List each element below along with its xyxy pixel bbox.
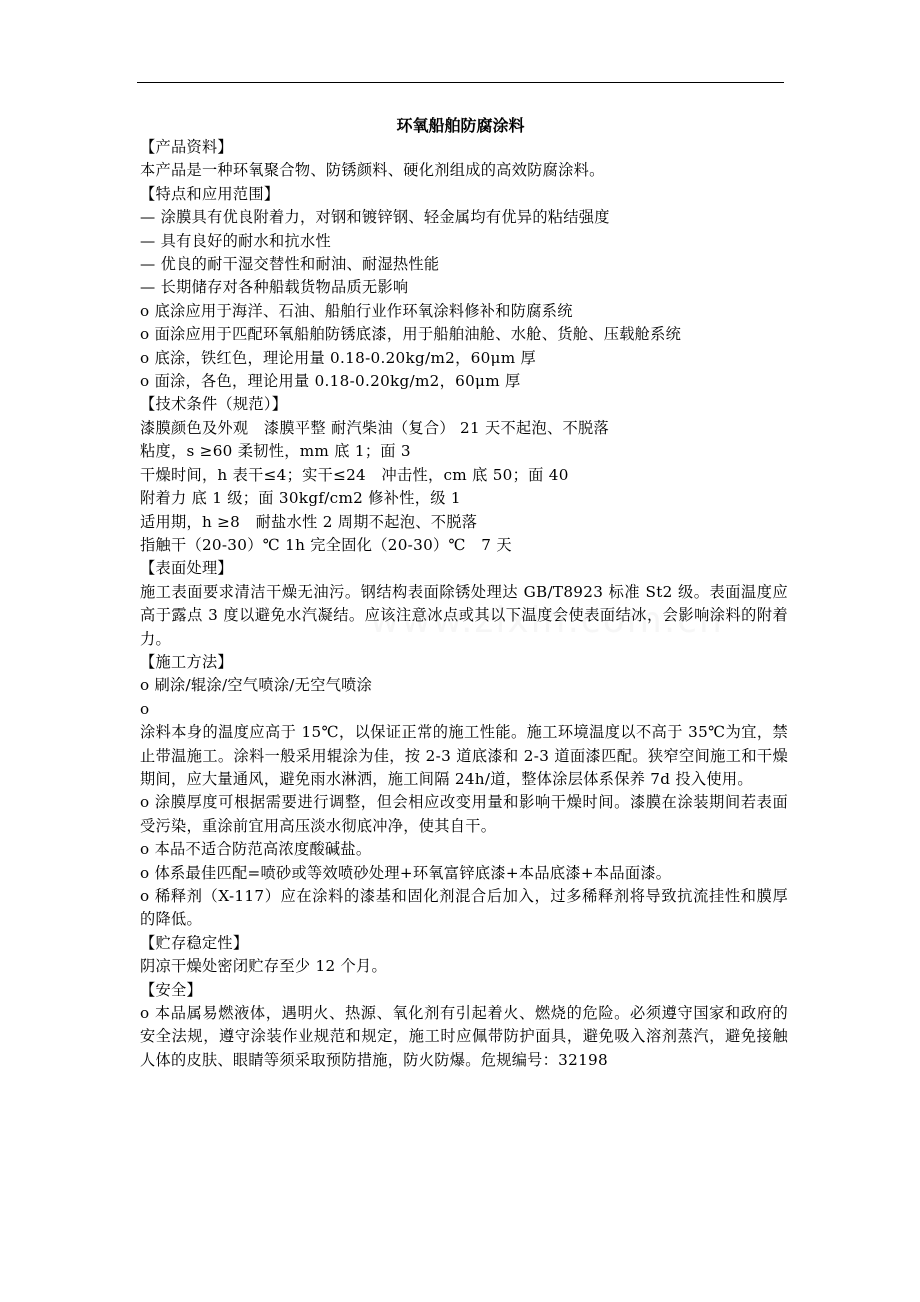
storage-text: 阴凉干燥处密闭贮存至少 12 个月。 — [140, 957, 388, 976]
method-paragraph: o 稀释剂（X-117）应在涂料的漆基和固化剂混合后加入，过多稀释剂将导致抗流挂性和膜厚的降低。 — [140, 887, 788, 929]
method-item: o 刷涂/辊涂/空气喷涂/无空气喷涂 — [140, 676, 373, 695]
spec-line: 指触干（20-30）℃ 1h 完全固化（20-30）℃ 7 天 — [140, 535, 512, 554]
product-description: 本产品是一种环氧聚合物、防锈颜料、硬化剂组成的高效防腐涂料。 — [140, 161, 605, 180]
feature-item: — 涂膜具有优良附着力，对钢和镀锌钢、轻金属均有优异的粘结强度 — [140, 208, 610, 227]
surface-treatment-text: 施工表面要求清洁干燥无油污。钢结构表面除锈处理达 GB/T8923 标准 St2 级。表面温度应高于露点 3 度以避免水汽凝结。应该注意冰点或其以下温度会使表面结冰，会影响涂料的附着力。 — [140, 582, 788, 648]
heading-surface-treatment: 【表面处理】 — [140, 559, 233, 578]
method-item: o 体系最佳匹配=喷砂或等效喷砂处理+环氧富锌底漆+本品底漆+本品面漆。 — [140, 863, 672, 882]
spec-line: 附着力 底 1 级；面 30kgf/cm2 修补性，级 1 — [140, 489, 461, 508]
method-paragraph: o 涂膜厚度可根据需要进行调整，但会相应改变用量和影响干燥时间。漆膜在涂装期间若表面受污染，重涂前宜用高压淡水彻底冲净，使其自干。 — [140, 793, 788, 835]
spec-line: 粘度，s ≥60 柔韧性，mm 底 1；面 3 — [140, 442, 411, 461]
heading-safety: 【安全】 — [140, 980, 202, 999]
document-title: 环氧船舶防腐涂料 — [396, 116, 525, 135]
safety-text: o 本品属易燃液体，遇明火、热源、氧化剂有引起着火、燃烧的危险。必须遵守国家和政府的安全法规，遵守涂装作业规范和规定，施工时应佩带防护面具，避免吸入溶剂蒸汽，避免接触人体的皮肤、眼睛等须采取预防措施，防火防爆。危规编号：32198 — [140, 1004, 788, 1069]
heading-application-method: 【施工方法】 — [140, 652, 233, 671]
method-item: o 本品不适合防范高浓度酸碱盐。 — [140, 840, 372, 859]
method-paragraph: 涂料本身的温度应高于 15℃，以保证正常的施工性能。施工环境温度以不高于 35℃为宜，禁止带温施工。涂料一般采用辊涂为佳，按 2-3 道底漆和 2-3 道面漆匹配。狭窄空间施工和干燥期间，应大量通风，避免雨水淋洒，施工间隔 24h/道，整体涂层体系保养 7d 投入使用。 — [140, 723, 788, 788]
document-body — [140, 136, 788, 1072]
method-item: o — [140, 699, 150, 718]
feature-item: — 长期储存对各种船载货物品质无影响 — [140, 278, 409, 297]
heading-features: 【特点和应用范围】 — [140, 184, 280, 203]
application-item: o 面涂，各色，理论用量 0.18-0.20kg/m2，60μm 厚 — [140, 372, 521, 391]
spec-line: 适用期，h ≥8 耐盐水性 2 周期不起泡、不脱落 — [140, 512, 478, 531]
feature-item: — 优良的耐干湿交替性和耐油、耐湿热性能 — [140, 255, 440, 274]
application-item: o 底涂，铁红色，理论用量 0.18-0.20kg/m2，60μm 厚 — [140, 348, 537, 367]
heading-storage: 【贮存稳定性】 — [140, 933, 249, 952]
spec-line: 漆膜颜色及外观 漆膜平整 耐汽柴油（复合） 21 天不起泡、不脱落 — [140, 418, 609, 437]
application-item: o 面涂应用于匹配环氧船舶防锈底漆，用于船舶油舱、水舱、货舱、压载舱系统 — [140, 325, 682, 344]
header-rule — [137, 82, 784, 83]
heading-product-info: 【产品资料】 — [140, 138, 233, 156]
spec-line: 干燥时间，h 表干≤4；实干≤24 冲击性，cm 底 50；面 40 — [140, 465, 569, 484]
heading-specifications: 【技术条件（规范）】 — [140, 395, 288, 414]
feature-item: — 具有良好的耐水和抗水性 — [140, 231, 331, 250]
application-item: o 底涂应用于海洋、石油、船舶行业作环氧涂料修补和防腐系统 — [140, 301, 573, 320]
